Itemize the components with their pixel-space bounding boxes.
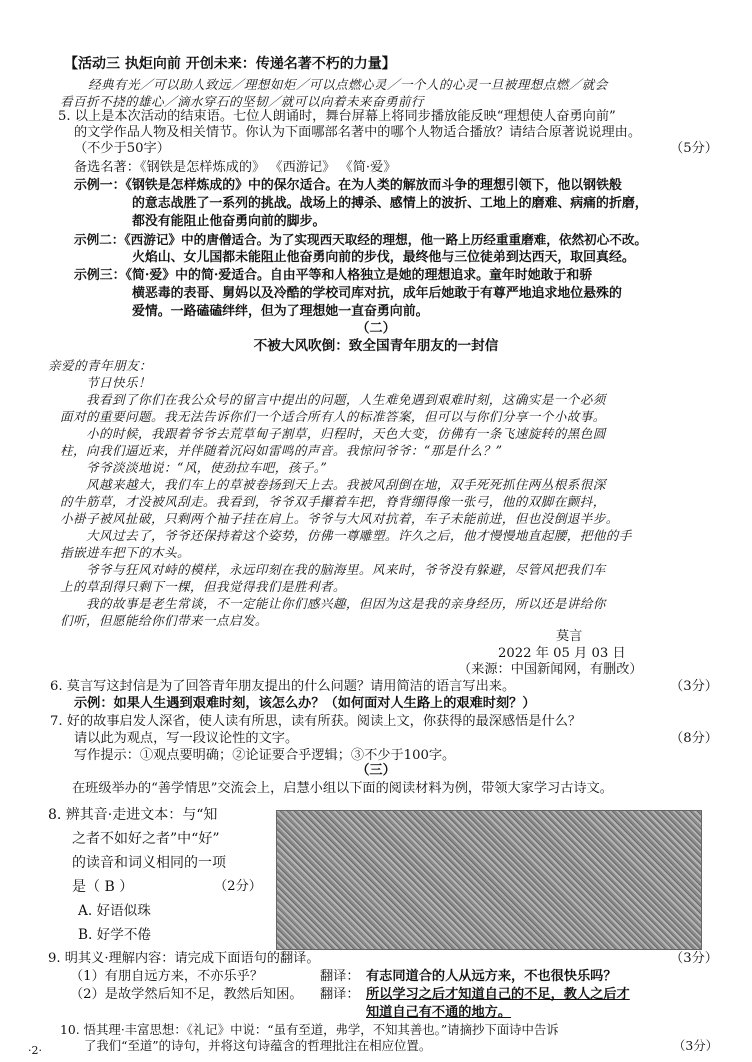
letter-greeting: 亲爱的青年朋友：: [48, 358, 152, 373]
q7-line-1: 7. 好的故事启发人深省，使人读有所思，读有所获。阅读上文，你获得的最深感悟是什么？: [50, 714, 582, 729]
q8-line-1: 8. 辨其音·走进文本：与“知: [48, 807, 218, 823]
q9-translate-label-1: 翻译：: [320, 969, 360, 984]
q9-question: 9. 明其义·理解内容：请完成下面语句的翻译。: [48, 951, 320, 966]
letter-p4-l1: 风越来越大，我们车上的草被卷扬到天上去。我被风刮倒在地，双手死死抓住两丛根系很深: [86, 477, 606, 492]
letter-p2-l1: 小的时候，我跟着爷爷去荒草甸子割草，归程时，天色大变，仿佛有一条飞速旋转的黑色圆: [86, 426, 606, 441]
q10-score: （3分）: [672, 1038, 718, 1053]
section-2-heading: （二）: [356, 321, 396, 336]
q8-line-2: 之者不如好之者”中“好”: [72, 831, 220, 847]
q9-translation-2-line-1: 所以学习之后才知道自己的不足，教人之后才: [366, 987, 630, 1002]
q10-line-1: 10. 悟其理·丰富思想：《礼记》中说：“虽有至道，弗学，不知其善也。”请摘抄下面诗中告诉: [60, 1022, 559, 1037]
q8-option-b: B. 好学不倦: [78, 927, 152, 943]
q8-score: （2分）: [214, 879, 262, 894]
q5-score: （5分）: [670, 141, 718, 156]
activity-header: 【活动三 执炬向前 开创未来：传递名著不朽的力量】: [64, 56, 396, 72]
q5-example-3-line-3: 爱情。一路磕磕绊绊，但为了理想她一直奋勇向前。: [132, 304, 429, 319]
q5-line-2: 的文学作品人物及相关情节。你认为下面哪部名著中的哪个人物适合播放？请结合原著说说理由。: [74, 125, 642, 140]
q8-line-4: 是（ B ）: [72, 879, 134, 895]
q5-example-2-line-1: 示例二：《西游记》中的唐僧适合。为了实现西天取经的理想，他一路上历经重重磨难，依然初心不改。: [74, 232, 648, 247]
letter-p6-l2: 上的草刮得只剩下一棵，但我觉得我们是胜利者。: [60, 579, 346, 594]
letter-title: 不被大风吹倒：致全国青年朋友的一封信: [253, 338, 499, 354]
letter-p3: 爷爷淡淡地说：“风，使劲拉车吧，孩子。”: [86, 460, 328, 475]
q6-answer: 示例：如果人生遇到艰难时刻，该怎么办？（如何面对人生路上的艰难时刻？）: [74, 696, 536, 711]
letter-p7-l2: 们听，但愿能给你们带来一点启发。: [60, 613, 268, 628]
q5-example-1-line-3: 都没有能阻止他奋勇向前的脚步。: [132, 214, 326, 229]
q5-options: 备选名著：《钢铁是怎样炼成的》 《西游记》 《简·爱》: [74, 160, 397, 175]
section-3-heading: （三）: [356, 763, 396, 778]
q9-score: （3分）: [670, 951, 718, 966]
letter-p5-l1: 大风过去了，爷爷还保持着这个姿势，仿佛一尊雕塑。许久之后，他才慢慢地直起腰，把他的手: [86, 528, 632, 543]
q9-sentence-2: （2）是故学然后知不足，教然后知困。: [70, 987, 303, 1002]
letter-p7-l1: 我的故事是老生常谈，不一定能让你们感兴趣，但因为这是我的亲身经历，所以还是讲给你: [86, 596, 606, 611]
q5-example-1-line-1: 示例一：《钢铁是怎样炼成的》中的保尔适合。在为人类的解放而斗争的理想引领下，他以钢铁般: [74, 178, 622, 193]
q5-example-3-line-2: 横恶毒的表哥、舅妈以及冷酷的学校司库对抗，成年后她敢于有尊严地追求地位悬殊的: [132, 286, 622, 301]
q9-translate-label-2: 翻译：: [320, 987, 360, 1002]
letter-p1-l1: 我看到了你们在我公众号的留言中提出的问题，人生难免遇到艰难时刻，这确实是一个必须: [86, 392, 606, 407]
intro-line-2: 看百折不挠的雄心／滴水穿石的坚韧／就可以向着未来奋勇前行: [60, 94, 424, 109]
letter-source: （来源：中国新闻网，有删改）: [458, 662, 643, 677]
q7-score: （8分）: [670, 731, 718, 746]
letter-p4-l3: 小褂子被风扯破，只剩两个袖子挂在肩上。爷爷与大风对抗着，车子未能前进，但也没倒退半步。: [60, 511, 619, 526]
letter-festival: 节日快乐！: [86, 375, 151, 390]
q5-example-1-line-2: 的意志战胜了一系列的挑战。战场上的搏杀、感情上的波折、工地上的磨难、病痛的折磨，: [132, 196, 648, 211]
q9-translation-1: 有志同道合的人从远方来，不也很快乐吗？: [366, 969, 617, 984]
q9-translation-2-line-2: 知道自己有不通的地方。: [366, 1005, 512, 1020]
q5-line-3: （不少于50字）: [74, 141, 170, 156]
q5-line-1: 5. 以上是本次活动的结束语。七位人朗诵时，舞台屏幕上将同步播放能反映“理想使人奋勇向前”: [58, 109, 616, 124]
section-3-intro: 在班级举办的“善学情思”交流会上，启慧小组以下面的阅读材料为例，带领大家学习古诗文。: [72, 781, 613, 796]
q7-tip: 写作提示：①观点要明确；②论证要合乎逻辑；③不少于100字。: [74, 748, 456, 763]
q10-line-2: 了我们“至道”的诗句，并将这句诗蕴含的哲理批注在相应位置。: [84, 1038, 432, 1053]
letter-p5-l2: 指嵌进车把下的木头。: [60, 545, 190, 560]
q6-score: （3分）: [670, 679, 718, 694]
reading-material-image: [276, 810, 702, 950]
q6-question: 6. 莫言写这封信是为了回答青年朋友提出的什么问题？请用简洁的语言写出来。: [50, 679, 516, 694]
page-number: ·2·: [28, 1044, 42, 1057]
q5-example-3-line-1: 示例三：《简·爱》中的简·爱适合。自由平等和人格独立是她的理想追求。童年时她敢于和骄: [74, 268, 593, 283]
q8-line-3: 的读音和词义相同的一项: [72, 855, 226, 871]
q5-example-2-line-2: 火焰山、女儿国都未能阻止他奋勇向前的步伐，最终他与三位徒弟到达西天，取回真经。: [132, 250, 635, 265]
letter-p1-l2: 面对的重要问题。我无法告诉你们一个适合所有人的标准答案，但可以与你们分享一个小故事。: [60, 409, 606, 424]
q8-option-a: A. 好语似珠: [78, 903, 151, 919]
letter-p4-l2: 的牛筋草，才没被风刮走。我看到，爷爷双手攥着车把，脊背绷得像一张弓，他的双脚在颤抖，: [60, 494, 606, 509]
letter-p6-l1: 爷爷与狂风对峙的模样，永远印刻在我的脑海里。风来时，爷爷没有躲避，尽管风把我们车: [86, 562, 606, 577]
letter-signature: 莫言: [556, 629, 583, 644]
q7-line-2: 请以此为观点，写一段议论性的文字。: [74, 731, 299, 746]
letter-p2-l2: 柱，向我们逼近来，并伴随着沉闷如雷鸣的声音。我惊问爷爷：“那是什么？”: [60, 443, 503, 458]
letter-date: 2022 年 05 月 03 日: [498, 646, 626, 661]
q9-sentence-1: （1）有朋自远方来，不亦乐乎？: [70, 969, 264, 984]
intro-line-1: 经典有光／可以助人致远／理想如炬／可以点燃心灵／一个人的心灵一旦被理想点燃／就会: [88, 77, 608, 92]
